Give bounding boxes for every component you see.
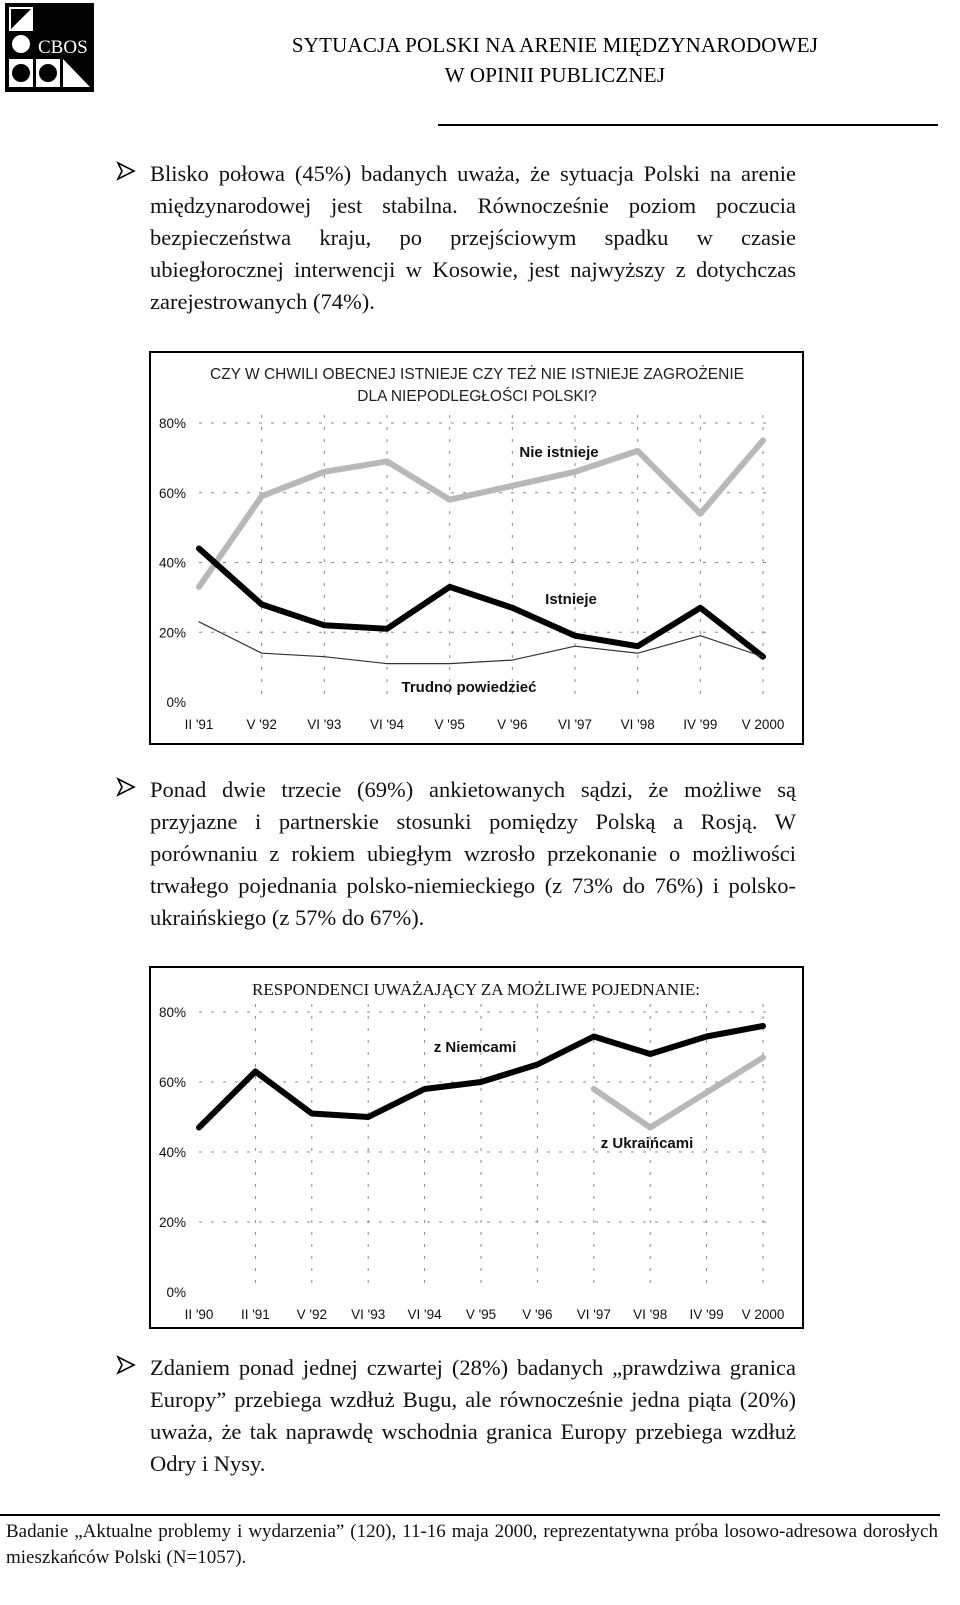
y-tick-label: 60% [158,1075,186,1090]
x-tick-label: V '96 [522,1307,553,1322]
cbos-logo [5,3,94,92]
series-label: Istnieje [545,591,597,608]
header-rule [438,124,938,126]
bullet-paragraph-2 [116,774,796,934]
chart-2-svg [151,968,806,1331]
x-tick-label: IV '99 [689,1307,724,1322]
series-label: z Ukraińcami [600,1135,694,1152]
x-tick-label: V '95 [434,717,465,732]
y-tick-label: 40% [158,1145,186,1160]
x-tick-label: VI '98 [633,1307,668,1322]
x-tick-label: VI '93 [307,717,342,732]
x-tick-label: II '91 [240,1307,270,1322]
y-tick-label: 80% [158,416,186,431]
x-tick-label: VI '94 [407,1307,442,1322]
y-tick-label: 40% [158,555,186,571]
header-title-line2: W OPINII PUBLICZNEJ [444,63,666,87]
chart-reconciliation [149,966,804,1329]
series-line [199,440,763,587]
series-line [199,549,763,657]
paragraph-text: Zdaniem ponad jednej czwartej (28%) badanych „prawdziwa granica Europy” przebiega wzdłuż Bugu, ale równocześnie jedna piąta (20%) uważa, że tak naprawdę wschodnia granica Europy przebiega wzdłuż Odry i Nysy. [150,1355,796,1476]
y-tick-label: 0% [166,695,186,710]
x-tick-label: V '92 [246,717,277,732]
x-tick-label: IV '99 [683,717,718,732]
x-tick-label: VI '94 [369,717,405,732]
x-tick-label: II '90 [184,1307,214,1322]
footer-rule [0,1514,940,1516]
arrow-bullet-icon [116,1355,136,1375]
chart-title: RESPONDENCI UWAŻAJĄCY ZA MOŻLIWE POJEDNANIE: [252,980,700,999]
chart-threat-independence [149,351,804,745]
header-title-line1: SYTUACJA POLSKI NA ARENIE MIĘDZYNARODOWEJ [291,33,819,57]
x-tick-label: V '92 [296,1307,327,1322]
series-label: Nie istnieje [519,444,599,461]
x-tick-label: VI '93 [351,1307,386,1322]
chart-1-svg [151,353,806,747]
chart-title-line: CZY W CHWILI OBECNEJ ISTNIEJE CZY TEŻ NIE ISTNIEJE ZAGROŻENIE [210,366,744,383]
x-tick-label: VI '97 [576,1307,611,1322]
y-tick-label: 20% [158,1215,186,1230]
series-label: Trudno powiedzieć [401,679,537,696]
arrow-bullet-icon [116,777,136,797]
chart-title-line: DLA NIEPODLEGŁOŚCI POLSKI? [357,388,597,405]
y-tick-label: 80% [158,1005,186,1020]
arrow-bullet-icon [116,161,136,181]
bullet-paragraph-1 [116,158,796,318]
series-line [199,622,763,664]
x-tick-label: II '91 [184,717,214,732]
x-tick-label: V 2000 [741,1307,785,1322]
x-tick-label: V 2000 [741,717,785,732]
x-tick-label: V '95 [465,1307,497,1322]
paragraph-text: Ponad dwie trzecie (69%) ankietowanych sądzi, że możliwe są przyjazne i partnerskie stosunki pomiędzy Polską a Rosją. W porównaniu z rokiem ubiegłym wzrosło przekonanie o możliwości trwałego pojednania polsko-niemieckiego (z 73% do 76%) i polsko-ukraińskiego (z 57% do 67%). [150,777,796,930]
series-label: z Niemcami [433,1039,517,1056]
x-tick-label: VI '97 [557,717,593,732]
y-tick-label: 20% [158,625,186,641]
footer-note: Badanie „Aktualne problemy i wydarzenia” (120), 11-16 maja 2000, reprezentatywna próba losowo-adresowa dorosłych mieszkańców Polski (N=1057). [6,1521,938,1568]
paragraph-text: Blisko połowa (45%) badanych uważa, że sytuacja Polski na arenie międzynarodowej jest stabilna. Równocześnie poziom poczucia bezpieczeństwa kraju, po przejściowym spadku w czasie ubiegłorocznej interwencji w Kosowie, jest najwyższy z dotychczas zarejestrowanych (74%). [150,161,796,314]
logo-text: CBOS [38,37,88,58]
x-tick-label: VI '98 [620,717,655,732]
y-tick-label: 60% [158,485,186,501]
y-tick-label: 0% [166,1285,186,1300]
bullet-paragraph-3 [116,1352,796,1480]
x-tick-label: V '96 [497,717,528,732]
series-line [594,1058,763,1128]
